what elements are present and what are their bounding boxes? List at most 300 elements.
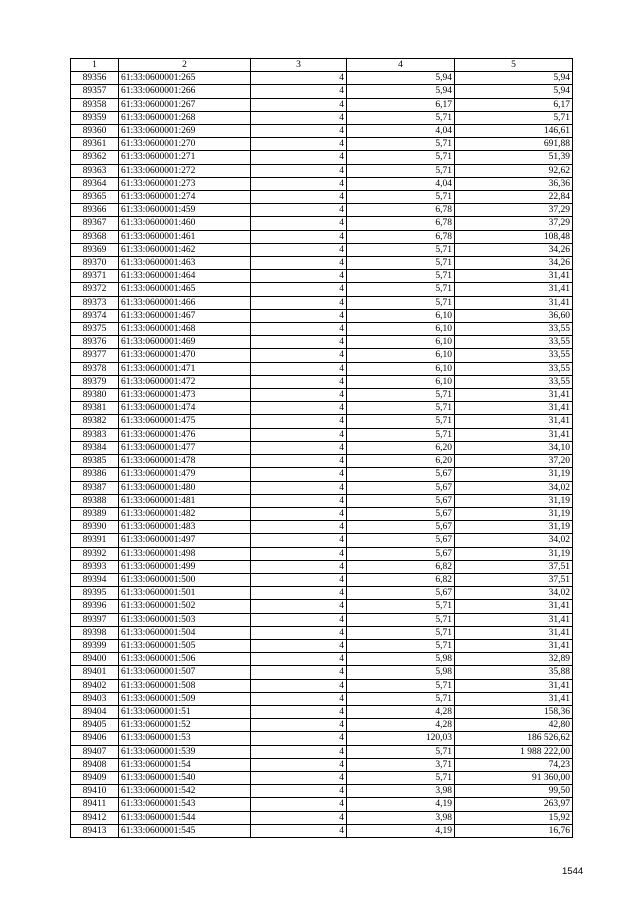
table-cell-col2: 61:33:0600001:498 (119, 547, 251, 560)
table-cell-col4: 5,94 (347, 85, 455, 98)
table-cell-col3: 4 (251, 481, 347, 494)
table-cell-col3: 4 (251, 270, 347, 283)
table-cell-col1: 89385 (71, 455, 119, 468)
table-cell-col2: 61:33:0600001:503 (119, 613, 251, 626)
table-cell-col3: 4 (251, 560, 347, 573)
table-cell-col2: 61:33:0600001:460 (119, 217, 251, 230)
table-cell-col2: 61:33:0600001:504 (119, 626, 251, 639)
table-cell-col3: 4 (251, 296, 347, 309)
table-cell-col4: 4,28 (347, 705, 455, 718)
table-cell-col2: 61:33:0600001:54 (119, 758, 251, 771)
table-cell-col2: 61:33:0600001:481 (119, 494, 251, 507)
table-cell-col4: 5,71 (347, 771, 455, 784)
table-cell-col4: 3,98 (347, 785, 455, 798)
table-cell-col2: 61:33:0600001:51 (119, 705, 251, 718)
table-cell-col4: 6,10 (347, 349, 455, 362)
table-cell-col4: 5,71 (347, 138, 455, 151)
table-cell-col1: 89403 (71, 692, 119, 705)
table-cell-col3: 4 (251, 441, 347, 454)
table-cell-col3: 4 (251, 639, 347, 652)
table-cell-col2: 61:33:0600001:539 (119, 745, 251, 758)
table-cell-col5: 36,36 (455, 177, 573, 190)
table-cell-col2: 61:33:0600001:479 (119, 468, 251, 481)
table-cell-col4: 6,78 (347, 204, 455, 217)
table-row (71, 283, 573, 296)
table-cell-col2: 61:33:0600001:505 (119, 639, 251, 652)
table-cell-col2: 61:33:0600001:506 (119, 653, 251, 666)
table-row (71, 719, 573, 732)
table-cell-col4: 5,71 (347, 111, 455, 124)
table-row (71, 468, 573, 481)
table-row (71, 177, 573, 190)
table-row (71, 428, 573, 441)
table-cell-col4: 5,71 (347, 626, 455, 639)
table-cell-col1: 89366 (71, 204, 119, 217)
table-cell-col2: 61:33:0600001:477 (119, 441, 251, 454)
table-cell-col2: 61:33:0600001:482 (119, 507, 251, 520)
table-row (71, 257, 573, 270)
table-cell-col2: 61:33:0600001:469 (119, 336, 251, 349)
table-cell-col3: 4 (251, 666, 347, 679)
table-cell-col2: 61:33:0600001:540 (119, 771, 251, 784)
table-cell-col2: 61:33:0600001:466 (119, 296, 251, 309)
table-cell-col5: 37,20 (455, 455, 573, 468)
table-cell-col4: 5,67 (347, 547, 455, 560)
table-cell-col4: 5,67 (347, 481, 455, 494)
table-cell-col4: 3,71 (347, 758, 455, 771)
table-cell-col3: 4 (251, 204, 347, 217)
data-table (70, 58, 573, 838)
table-row (71, 323, 573, 336)
table-cell-col4: 5,71 (347, 679, 455, 692)
table-row (71, 705, 573, 718)
table-row (71, 362, 573, 375)
table-cell-col5: 31,19 (455, 468, 573, 481)
table-cell-col2: 61:33:0600001:542 (119, 785, 251, 798)
table-cell-col3: 4 (251, 719, 347, 732)
table-cell-col2: 61:33:0600001:502 (119, 600, 251, 613)
table-cell-col2: 61:33:0600001:268 (119, 111, 251, 124)
table-cell-col5: 36,60 (455, 309, 573, 322)
table-cell-col4: 5,71 (347, 389, 455, 402)
table-cell-col4: 6,82 (347, 573, 455, 586)
table-row (71, 309, 573, 322)
table-cell-col2: 61:33:0600001:461 (119, 230, 251, 243)
table-cell-col5: 37,29 (455, 217, 573, 230)
table-cell-col4: 5,71 (347, 402, 455, 415)
table-row (71, 336, 573, 349)
table-cell-col4: 4,04 (347, 177, 455, 190)
table-cell-col2: 61:33:0600001:501 (119, 587, 251, 600)
table-cell-col1: 89362 (71, 151, 119, 164)
table-cell-col1: 89373 (71, 296, 119, 309)
table-cell-col4: 5,98 (347, 653, 455, 666)
table-cell-col1: 89370 (71, 257, 119, 270)
table-row (71, 270, 573, 283)
table-cell-col4: 5,71 (347, 745, 455, 758)
table-cell-col1: 89371 (71, 270, 119, 283)
table-cell-col4: 5,71 (347, 151, 455, 164)
table-cell-col4: 5,67 (347, 507, 455, 520)
table-cell-col2: 61:33:0600001:272 (119, 164, 251, 177)
table-row (71, 547, 573, 560)
table-cell-col1: 89364 (71, 177, 119, 190)
table-cell-col2: 61:33:0600001:475 (119, 415, 251, 428)
table-row (71, 639, 573, 652)
table-cell-col3: 4 (251, 494, 347, 507)
table-cell-col4: 3,98 (347, 811, 455, 824)
table-cell-col2: 61:33:0600001:468 (119, 323, 251, 336)
table-cell-col2: 61:33:0600001:269 (119, 125, 251, 138)
table-row (71, 573, 573, 586)
table-cell-col3: 4 (251, 72, 347, 85)
table-row (71, 771, 573, 784)
table-cell-col2: 61:33:0600001:53 (119, 732, 251, 745)
table-cell-col2: 61:33:0600001:266 (119, 85, 251, 98)
table-row (71, 481, 573, 494)
table-cell-col4: 5,71 (347, 191, 455, 204)
table-cell-col5: 31,41 (455, 613, 573, 626)
table-cell-col4: 5,98 (347, 666, 455, 679)
table-cell-col3: 4 (251, 138, 347, 151)
table-cell-col1: 89387 (71, 481, 119, 494)
table-cell-col4: 5,71 (347, 692, 455, 705)
table-cell-col3: 4 (251, 507, 347, 520)
table-cell-col3: 4 (251, 164, 347, 177)
table-cell-col4: 6,20 (347, 455, 455, 468)
table-cell-col5: 186 526,62 (455, 732, 573, 745)
table-row (71, 243, 573, 256)
table-cell-col2: 61:33:0600001:508 (119, 679, 251, 692)
table-cell-col3: 4 (251, 85, 347, 98)
table-cell-col4: 6,20 (347, 441, 455, 454)
table-cell-col5: 5,94 (455, 85, 573, 98)
table-cell-col4: 6,78 (347, 217, 455, 230)
table-cell-col5: 31,41 (455, 679, 573, 692)
table-cell-col5: 51,39 (455, 151, 573, 164)
table-cell-col1: 89389 (71, 507, 119, 520)
table-row (71, 613, 573, 626)
table-cell-col1: 89358 (71, 98, 119, 111)
table-cell-col5: 32,89 (455, 653, 573, 666)
column-header-4: 4 (347, 59, 455, 72)
table-cell-col1: 89401 (71, 666, 119, 679)
table-row (71, 587, 573, 600)
table-cell-col5: 691,88 (455, 138, 573, 151)
table-cell-col1: 89359 (71, 111, 119, 124)
table-cell-col3: 4 (251, 771, 347, 784)
table-cell-col3: 4 (251, 428, 347, 441)
table-cell-col2: 61:33:0600001:545 (119, 824, 251, 837)
table-cell-col5: 31,41 (455, 415, 573, 428)
table-row (71, 85, 573, 98)
table-cell-col1: 89405 (71, 719, 119, 732)
table-cell-col2: 61:33:0600001:270 (119, 138, 251, 151)
table-cell-col1: 89410 (71, 785, 119, 798)
table-row (71, 441, 573, 454)
table-cell-col4: 6,10 (347, 336, 455, 349)
table-cell-col3: 4 (251, 336, 347, 349)
table-cell-col5: 5,71 (455, 111, 573, 124)
table-cell-col3: 4 (251, 375, 347, 388)
table-cell-col3: 4 (251, 151, 347, 164)
table-cell-col3: 4 (251, 705, 347, 718)
table-cell-col4: 6,82 (347, 560, 455, 573)
table-row (71, 125, 573, 138)
table-cell-col5: 35,88 (455, 666, 573, 679)
table-cell-col3: 4 (251, 257, 347, 270)
table-cell-col5: 31,41 (455, 639, 573, 652)
table-cell-col3: 4 (251, 111, 347, 124)
table-row (71, 296, 573, 309)
table-row (71, 626, 573, 639)
table-cell-col5: 33,55 (455, 362, 573, 375)
table-cell-col5: 31,19 (455, 494, 573, 507)
table-cell-col2: 61:33:0600001:463 (119, 257, 251, 270)
table-cell-col5: 108,48 (455, 230, 573, 243)
table-row (71, 151, 573, 164)
table-row (71, 560, 573, 573)
table-cell-col2: 61:33:0600001:478 (119, 455, 251, 468)
table-cell-col2: 61:33:0600001:52 (119, 719, 251, 732)
page-number: 1544 (562, 866, 584, 877)
table-cell-col3: 4 (251, 653, 347, 666)
table-cell-col5: 34,26 (455, 257, 573, 270)
table-cell-col3: 4 (251, 600, 347, 613)
table-cell-col4: 5,71 (347, 428, 455, 441)
table-cell-col1: 89386 (71, 468, 119, 481)
table-cell-col3: 4 (251, 732, 347, 745)
table-cell-col1: 89408 (71, 758, 119, 771)
table-cell-col1: 89377 (71, 349, 119, 362)
table-cell-col2: 61:33:0600001:483 (119, 521, 251, 534)
table-cell-col2: 61:33:0600001:474 (119, 402, 251, 415)
table-cell-col3: 4 (251, 309, 347, 322)
table-cell-col3: 4 (251, 349, 347, 362)
table-body (71, 72, 573, 838)
table-cell-col5: 91 360,00 (455, 771, 573, 784)
table-cell-col5: 31,41 (455, 402, 573, 415)
table-cell-col2: 61:33:0600001:274 (119, 191, 251, 204)
table-row (71, 521, 573, 534)
table-cell-col5: 31,41 (455, 600, 573, 613)
table-cell-col4: 5,71 (347, 164, 455, 177)
table-cell-col2: 61:33:0600001:462 (119, 243, 251, 256)
table-cell-col2: 61:33:0600001:267 (119, 98, 251, 111)
table-cell-col1: 89411 (71, 798, 119, 811)
column-header-3: 3 (251, 59, 347, 72)
table-cell-col4: 5,67 (347, 587, 455, 600)
table-cell-col1: 89384 (71, 441, 119, 454)
table-cell-col1: 89407 (71, 745, 119, 758)
table-cell-col4: 5,71 (347, 639, 455, 652)
table-cell-col5: 1 988 222,00 (455, 745, 573, 758)
table-cell-col4: 5,71 (347, 613, 455, 626)
column-header-1: 1 (71, 59, 119, 72)
table-row (71, 415, 573, 428)
table-cell-col5: 37,29 (455, 204, 573, 217)
table-cell-col1: 89388 (71, 494, 119, 507)
table-cell-col3: 4 (251, 679, 347, 692)
table-cell-col1: 89368 (71, 230, 119, 243)
table-cell-col4: 4,19 (347, 824, 455, 837)
table-cell-col4: 4,04 (347, 125, 455, 138)
table-cell-col5: 31,41 (455, 389, 573, 402)
table-cell-col4: 5,67 (347, 521, 455, 534)
table-cell-col2: 61:33:0600001:499 (119, 560, 251, 573)
table-cell-col3: 4 (251, 125, 347, 138)
table-cell-col2: 61:33:0600001:271 (119, 151, 251, 164)
table-row (71, 349, 573, 362)
table-cell-col4: 6,17 (347, 98, 455, 111)
table-cell-col4: 6,10 (347, 309, 455, 322)
table-cell-col1: 89399 (71, 639, 119, 652)
column-header-2: 2 (119, 59, 251, 72)
table-cell-col1: 89361 (71, 138, 119, 151)
table-cell-col4: 5,71 (347, 283, 455, 296)
table-cell-col5: 158,36 (455, 705, 573, 718)
table-cell-col3: 4 (251, 323, 347, 336)
table-cell-col1: 89374 (71, 309, 119, 322)
table-cell-col1: 89383 (71, 428, 119, 441)
table-cell-col3: 4 (251, 587, 347, 600)
table-cell-col5: 31,41 (455, 428, 573, 441)
table-cell-col2: 61:33:0600001:470 (119, 349, 251, 362)
table-cell-col4: 5,71 (347, 296, 455, 309)
table-cell-col3: 4 (251, 692, 347, 705)
table-cell-col1: 89394 (71, 573, 119, 586)
table-cell-col2: 61:33:0600001:500 (119, 573, 251, 586)
table-cell-col4: 5,71 (347, 257, 455, 270)
table-cell-col3: 4 (251, 573, 347, 586)
table-row (71, 732, 573, 745)
table-cell-col1: 89380 (71, 389, 119, 402)
table-cell-col5: 34,26 (455, 243, 573, 256)
table-row (71, 455, 573, 468)
table-cell-col3: 4 (251, 468, 347, 481)
table-row (71, 600, 573, 613)
table-cell-col4: 6,10 (347, 323, 455, 336)
table-cell-col3: 4 (251, 547, 347, 560)
table-cell-col4: 6,10 (347, 362, 455, 375)
table-cell-col4: 6,78 (347, 230, 455, 243)
table-cell-col3: 4 (251, 613, 347, 626)
table-row (71, 534, 573, 547)
table-cell-col1: 89375 (71, 323, 119, 336)
table-cell-col5: 15,92 (455, 811, 573, 824)
table-cell-col5: 34,02 (455, 587, 573, 600)
table-cell-col1: 89390 (71, 521, 119, 534)
table-row (71, 666, 573, 679)
table-cell-col4: 5,71 (347, 270, 455, 283)
table-cell-col3: 4 (251, 283, 347, 296)
table-cell-col4: 5,67 (347, 468, 455, 481)
table-cell-col1: 89378 (71, 362, 119, 375)
table-cell-col3: 4 (251, 243, 347, 256)
table-cell-col5: 33,55 (455, 375, 573, 388)
table-cell-col5: 34,10 (455, 441, 573, 454)
table-cell-col5: 33,55 (455, 323, 573, 336)
table-cell-col5: 92,62 (455, 164, 573, 177)
table-row (71, 98, 573, 111)
table-cell-col2: 61:33:0600001:543 (119, 798, 251, 811)
table-cell-col3: 4 (251, 230, 347, 243)
table-row (71, 692, 573, 705)
table-cell-col2: 61:33:0600001:265 (119, 72, 251, 85)
table-cell-col2: 61:33:0600001:507 (119, 666, 251, 679)
table-cell-col4: 5,71 (347, 600, 455, 613)
table-cell-col1: 89396 (71, 600, 119, 613)
table-cell-col3: 4 (251, 402, 347, 415)
table-cell-col5: 33,55 (455, 336, 573, 349)
table-cell-col2: 61:33:0600001:472 (119, 375, 251, 388)
table-cell-col1: 89372 (71, 283, 119, 296)
table-cell-col5: 146,61 (455, 125, 573, 138)
table-cell-col1: 89367 (71, 217, 119, 230)
table-cell-col4: 5,67 (347, 534, 455, 547)
table-cell-col3: 4 (251, 191, 347, 204)
table-cell-col3: 4 (251, 389, 347, 402)
table-cell-col3: 4 (251, 626, 347, 639)
table-cell-col3: 4 (251, 798, 347, 811)
table-cell-col4: 4,28 (347, 719, 455, 732)
table-cell-col3: 4 (251, 785, 347, 798)
table-row (71, 745, 573, 758)
table-row (71, 230, 573, 243)
table-cell-col1: 89404 (71, 705, 119, 718)
table-row (71, 72, 573, 85)
table-cell-col1: 89393 (71, 560, 119, 573)
table-cell-col2: 61:33:0600001:509 (119, 692, 251, 705)
table-cell-col5: 31,41 (455, 270, 573, 283)
table-cell-col1: 89365 (71, 191, 119, 204)
table-row (71, 111, 573, 124)
table-row (71, 402, 573, 415)
table-cell-col1: 89357 (71, 85, 119, 98)
table-cell-col5: 16,76 (455, 824, 573, 837)
table-cell-col2: 61:33:0600001:476 (119, 428, 251, 441)
table-row (71, 494, 573, 507)
table-cell-col3: 4 (251, 824, 347, 837)
table-cell-col3: 4 (251, 362, 347, 375)
table-cell-col2: 61:33:0600001:471 (119, 362, 251, 375)
table-cell-col4: 6,10 (347, 375, 455, 388)
column-header-5: 5 (455, 59, 573, 72)
table-cell-col4: 4,19 (347, 798, 455, 811)
table-row (71, 507, 573, 520)
table-cell-col1: 89409 (71, 771, 119, 784)
table-cell-col1: 89412 (71, 811, 119, 824)
table-cell-col5: 37,51 (455, 573, 573, 586)
table-row (71, 811, 573, 824)
table-cell-col5: 22,84 (455, 191, 573, 204)
table-cell-col3: 4 (251, 217, 347, 230)
table-row (71, 785, 573, 798)
table-cell-col5: 37,51 (455, 560, 573, 573)
table-cell-col1: 89392 (71, 547, 119, 560)
table-cell-col2: 61:33:0600001:467 (119, 309, 251, 322)
table-cell-col2: 61:33:0600001:273 (119, 177, 251, 190)
table-cell-col5: 42,80 (455, 719, 573, 732)
table-cell-col3: 4 (251, 521, 347, 534)
table-cell-col1: 89402 (71, 679, 119, 692)
table-cell-col2: 61:33:0600001:497 (119, 534, 251, 547)
table-cell-col1: 89397 (71, 613, 119, 626)
table-row (71, 217, 573, 230)
table-cell-col5: 31,41 (455, 626, 573, 639)
table-cell-col1: 89391 (71, 534, 119, 547)
table-cell-col4: 5,67 (347, 494, 455, 507)
